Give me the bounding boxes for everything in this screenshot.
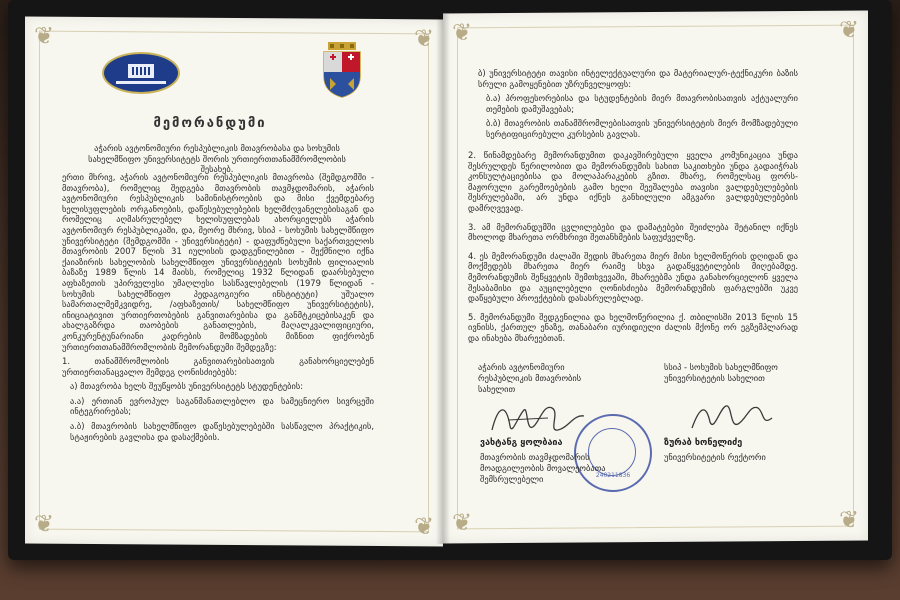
university-logo-icon bbox=[102, 52, 180, 94]
item-4: 4. ეს მემორანდუმი ძალაში შედის მხარეთა მიერ მისი ხელმოწერის დღიდან და მოქმედებს მხარეთა მიერ რაიმე სხვა გადაწყვეტილების მიღებამდე. მემორანდუმის შეწყვეტის შემთხვევაში, მხარეებმა უნდა განახორციელონ ყველა შესაბამისი და აუცილებელი ღონისძიება მემორანდუმის ფარგლებში უკვე დაწყებული პროექტების დასასრულებლად. bbox=[468, 250, 798, 304]
sections-2-5 bbox=[468, 150, 798, 348]
section-1b bbox=[478, 68, 798, 144]
signatory-left-role: მთავრობის თავმჯდომარის მოადგილეობის მოვალეობათა შემსრულებელი bbox=[480, 452, 606, 484]
corner-ornament-icon: ❦ bbox=[838, 505, 860, 534]
item-2: 2. წინამდებარე მემორანდუმით დაკავშირებული ყველა კომუნიკაცია უნდა შესრულდეს წერილობით და მემორანდუმის სახით საკითხები უნდა გადაიჭრას კონსულტაციებისა და მოლაპარაკების გზით. მხარე, რომელსაც ფორს-მაჟორული გარემოებების გამო ხელი შეეშალება თავისი ვალდებულებების შესრულებაში, არ უნდა იქნეს განხილული ამგვარი ვალდებულებების დამრღვევად. bbox=[468, 150, 798, 213]
corner-ornament-icon: ❦ bbox=[451, 18, 473, 47]
signatory-right-name: ზურაბ ხონელიძე bbox=[664, 438, 743, 448]
corner-ornament-icon: ❦ bbox=[33, 21, 55, 50]
corner-ornament-icon: ❦ bbox=[413, 512, 435, 541]
item-5: 5. მემორანდუმი შედგენილია და ხელმოწერილია ქ. თბილისში 2013 წლის 15 ივნისს, ქართულ ენაზე, თანაბარი იურიდიული ძალის მქონე ორ ეგზემპლარად და ინახება მხარეებთან. bbox=[468, 311, 798, 343]
item-1: 1. თანამშრომლობის განვითარებისათვის განახორციელებენ ურთიერთანაცვალო შემდეგ ღონისძიებებს: bbox=[62, 356, 374, 377]
item-1b: ბ) უნივერსიტეტი თავისი ინტელექტუალური და მატერიალურ-ტექნიკური ბაზის სრული გამოყენებით უზრუნველყოფს: bbox=[478, 68, 798, 89]
corner-ornament-icon: ❦ bbox=[838, 15, 860, 44]
signatory-right-label: სსიპ - სოხუმის სახელმწიფო უნივერსიტეტის სახელით bbox=[664, 362, 778, 383]
document-title: მემორანდუმი bbox=[153, 116, 267, 131]
signatory-left-name: ვახტანგ ყოლბაია bbox=[480, 438, 563, 448]
signatory-right-role: უნივერსიტეტის რექტორი bbox=[664, 452, 766, 462]
book-spine bbox=[436, 14, 450, 544]
item-3: 3. ამ მემორანდუმში ცვლილებები და დამატებები შეიძლება შეტანილ იქნეს მხოლოდ მხარეთა ორმხრივი შეთანხმების საფუძველზე. bbox=[468, 221, 798, 243]
item-1a1: ა.ა) ერთიან ევროპულ საგანმანათლებლო და სამეცნიერო სივრცეში ინტეგრირებას; bbox=[70, 395, 374, 417]
signatory-left-label: აჭარის ავტონომიური რესპუბლიკის მთავრობის სახელით bbox=[478, 362, 582, 394]
document-subtitle: აჭარის ავტონომიური რესპუბლიკის მთავრობასა და სოხუმის სახელმწიფო უნივერსიტეტს შორის ურთიერთთანამშრომლობის შესახებ. bbox=[88, 143, 346, 175]
memorandum-preamble bbox=[62, 172, 374, 356]
corner-ornament-icon: ❦ bbox=[413, 24, 435, 53]
stamp-number: 240211836 bbox=[595, 472, 631, 479]
item-1a: ა) მთავრობა ხელს შეუწყობს უნივერსიტეტს სტუდენტების: bbox=[70, 381, 304, 392]
handwritten-signature-right bbox=[686, 398, 776, 434]
item-1b1: ბ.ა) პროფესორებისა და სტუდენტების მიერ მთავრობისათვის აქტუალური თემების დამუშავებას; bbox=[486, 93, 798, 114]
section-1 bbox=[62, 356, 374, 446]
corner-ornament-icon: ❦ bbox=[451, 508, 473, 537]
preamble-paragraph: ერთი მხრივ, აჭარის ავტონომიური რესპუბლიკის მთავრობა (შემდგომში - მთავრობა), რომელიც შედგება მთავრობის თავმჯდომარის, აჭარის ავტონომიური რესპუბლიკის სამინისტროების და მისი ქვემდებარე ხელისუფლების ორგანოების, დაწესებულებების ხელმძღვანელებისაგან და რომელიც აღმასრულებელ ხელისუფლებას ახორციელებს აჭარის ავტონომიურ რესპუბლიკაში, და, მეორე მხრივ, სსიპ - სოხუმის სახელმწიფო უნივერსიტეტი (შემდგომში - უნივერსიტეტი) - დაფუძნებული საქართველოს მთავრობის 2007 წლის 31 იულისის დადგენილებით - შექმნილი იქნა ქაიაზირის სახელობის სახელმწიფო უნივერსიტეტის სოხუმის ფილიალის ბაზაზე 1989 წლის 14 მაისს, რომელიც 1932 წლიდან დაარსებული აფხაზეთის უპირველესი უმაღლესი სასწავლებელის (1979 წლიდან - სოხუმის სახელმწიფო პედაგოგიური ინსტიტუტი) უშუალო სამართალმემკვიდრე, /აფხაზეთის/ სახელმწიფო უნივერსიტეტის), ინიციატივით ურთიერთობების განვითარებისა და განმტკიცებისაკენ და ახალგაზრდა თაობების განათლების, მაღალკვალიფიციური, კონკურენტუნარიანი კადრების მომზადების მიზნით ფიქრობენ ურთიერთთანამშრომლობის მემორანდუმი შემდეგზე: bbox=[62, 172, 374, 352]
coat-of-arms-icon bbox=[320, 42, 364, 98]
item-1a2: ა.ბ) მთავრობის სახელმწიფო დაწესებულებებში სასწავლო პრაქტიკის, სტაჟირების გავლისა და დასაქმების. bbox=[70, 420, 374, 442]
item-1b2: ბ.ბ) მთავრობის თანამშრომლებისათვის უნივერსიტეტის მიერ მომზადებული სერტიფიცირებული კურსების გავლას. bbox=[486, 118, 798, 139]
corner-ornament-icon: ❦ bbox=[33, 509, 55, 538]
